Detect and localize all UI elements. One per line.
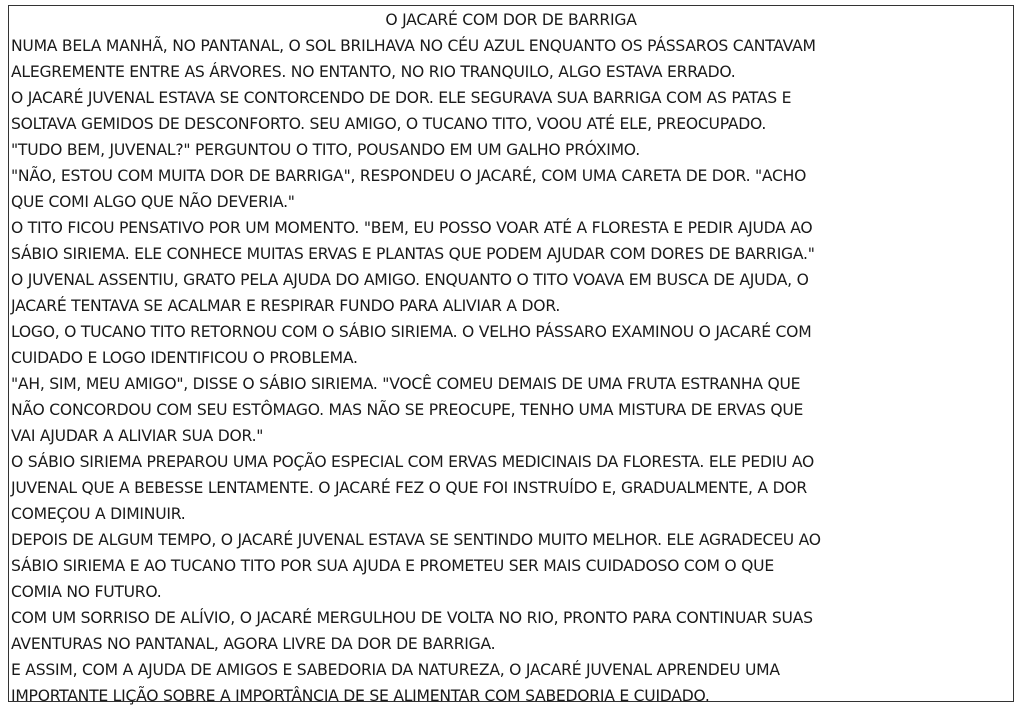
text-line: "NÃO, ESTOU COM MUITA DOR DE BARRIGA", RESPONDEU O JACARÉ, COM UMA CARETA DE DOR. "ACHO bbox=[11, 167, 807, 185]
text-line: QUE COMI ALGO QUE NÃO DEVERIA." bbox=[11, 193, 295, 211]
text-line: E ASSIM, COM A AJUDA DE AMIGOS E SABEDORIA DA NATUREZA, O JACARÉ JUVENAL APRENDEU UMA bbox=[11, 661, 780, 679]
text-line: CUIDADO E LOGO IDENTIFICOU O PROBLEMA. bbox=[11, 349, 358, 367]
text-line: LOGO, O TUCANO TITO RETORNOU COM O SÁBIO SIRIEMA. O VELHO PÁSSARO EXAMINOU O JACARÉ COM bbox=[11, 323, 812, 341]
text-line: O JACARÉ JUVENAL ESTAVA SE CONTORCENDO DE DOR. ELE SEGURAVA SUA BARRIGA COM AS PATAS E bbox=[11, 89, 792, 107]
text-line: SÁBIO SIRIEMA E AO TUCANO TITO POR SUA AJUDA E PROMETEU SER MAIS CUIDADOSO COM O QUE bbox=[11, 557, 774, 575]
text-line: SÁBIO SIRIEMA. ELE CONHECE MUITAS ERVAS E PLANTAS QUE PODEM AJUDAR COM DORES DE BARRIGA." bbox=[11, 245, 815, 263]
text-line: O TITO FICOU PENSATIVO POR UM MOMENTO. "BEM, EU POSSO VOAR ATÉ A FLORESTA E PEDIR AJUDA AO bbox=[11, 219, 813, 237]
document-title: O JACARÉ COM DOR DE BARRIGA bbox=[385, 11, 637, 29]
text-line: O JUVENAL ASSENTIU, GRATO PELA AJUDA DO AMIGO. ENQUANTO O TITO VOAVA EM BUSCA DE AJUDA, O bbox=[11, 271, 809, 289]
text-line: VAI AJUDAR A ALIVIAR SUA DOR." bbox=[11, 427, 264, 445]
text-line: COMEÇOU A DIMINUIR. bbox=[11, 505, 186, 523]
text-line: NUMA BELA MANHÃ, NO PANTANAL, O SOL BRILHAVA NO CÉU AZUL ENQUANTO OS PÁSSAROS CANTAVAM bbox=[11, 37, 816, 55]
text-line: DEPOIS DE ALGUM TEMPO, O JACARÉ JUVENAL ESTAVA SE SENTINDO MUITO MELHOR. ELE AGRADECEU AO bbox=[11, 531, 821, 549]
text-line: "AH, SIM, MEU AMIGO", DISSE O SÁBIO SIRIEMA. "VOCÊ COMEU DEMAIS DE UMA FRUTA ESTRANHA QUE bbox=[11, 375, 801, 393]
text-line: ALEGREMENTE ENTRE AS ÁRVORES. NO ENTANTO, NO RIO TRANQUILO, ALGO ESTAVA ERRADO. bbox=[11, 63, 736, 81]
text-line: O SÁBIO SIRIEMA PREPAROU UMA POÇÃO ESPECIAL COM ERVAS MEDICINAIS DA FLORESTA. ELE PEDIU AO bbox=[11, 453, 815, 471]
document-body bbox=[11, 7, 1011, 709]
text-line: SOLTAVA GEMIDOS DE DESCONFORTO. SEU AMIGO, O TUCANO TITO, VOOU ATÉ ELE, PREOCUPADO. bbox=[11, 115, 767, 133]
text-line: IMPORTANTE LIÇÃO SOBRE A IMPORTÂNCIA DE SE ALIMENTAR COM SABEDORIA E CUIDADO. bbox=[11, 687, 710, 705]
text-line: "TUDO BEM, JUVENAL?" PERGUNTOU O TITO, POUSANDO EM UM GALHO PRÓXIMO. bbox=[11, 141, 640, 159]
text-line: COM UM SORRISO DE ALÍVIO, O JACARÉ MERGULHOU DE VOLTA NO RIO, PRONTO PARA CONTINUAR SUAS bbox=[11, 609, 813, 627]
text-line: NÃO CONCORDOU COM SEU ESTÔMAGO. MAS NÃO SE PREOCUPE, TENHO UMA MISTURA DE ERVAS QUE bbox=[11, 401, 804, 419]
text-line: JACARÉ TENTAVA SE ACALMAR E RESPIRAR FUNDO PARA ALIVIAR A DOR. bbox=[11, 297, 561, 315]
text-line: AVENTURAS NO PANTANAL, AGORA LIVRE DA DOR DE BARRIGA. bbox=[11, 635, 496, 653]
text-line: JUVENAL QUE A BEBESSE LENTAMENTE. O JACARÉ FEZ O QUE FOI INSTRUÍDO E, GRADUALMENTE, A DOR bbox=[11, 479, 807, 497]
text-line: COMIA NO FUTURO. bbox=[11, 583, 162, 601]
